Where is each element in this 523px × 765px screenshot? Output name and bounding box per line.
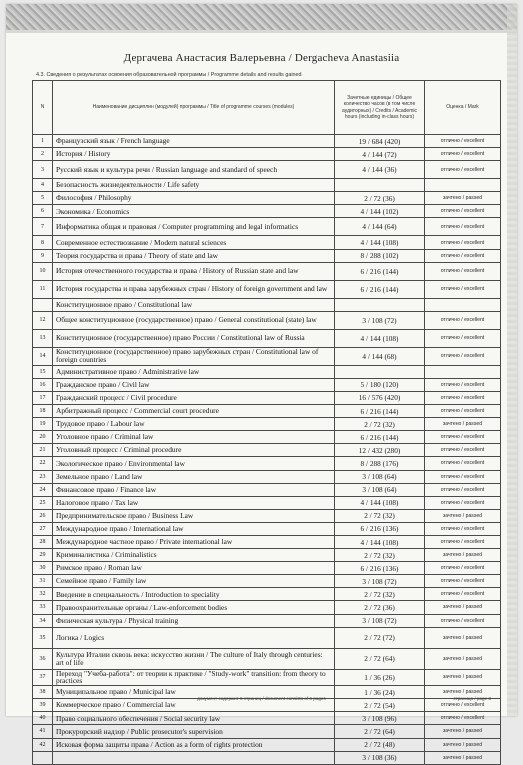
table-row (33, 601, 501, 614)
course-title: Коммерческое право / Commercial law (53, 699, 335, 712)
course-title: Семейное право / Family law (53, 575, 335, 588)
row-number: 17 (33, 391, 53, 404)
course-title: Гражданский процесс / Civil procedure (53, 391, 335, 404)
row-number: 3 (33, 161, 53, 179)
course-credits: 3 / 108 (36) (335, 751, 425, 764)
column-header-num: N (33, 81, 53, 135)
section-title: 4.3. Сведения о результатах освоения образовательной программы / Programme details and results gained (36, 72, 302, 78)
course-credits: 2 / 72 (32) (335, 549, 425, 562)
table-row (33, 148, 501, 161)
table-header-row (33, 81, 501, 135)
footer-page-number: страница / page 3 (453, 696, 491, 701)
table-row (33, 262, 501, 280)
table-row (33, 205, 501, 218)
course-mark: отлично / excellent (425, 712, 501, 725)
course-credits: 2 / 72 (36) (335, 192, 425, 205)
course-title: Общее конституционное (государственное) право / General constitutional (state) law (53, 311, 335, 329)
row-number: 42 (33, 738, 53, 751)
scan-side-band (507, 4, 517, 716)
course-credits: 6 / 216 (144) (335, 431, 425, 444)
row-number: 36 (33, 648, 53, 669)
course-mark: отлично / excellent (425, 347, 501, 365)
scan-top-band (6, 4, 517, 30)
course-title: Предпринимательское право / Business Law (53, 509, 335, 522)
row-number: 41 (33, 725, 53, 738)
course-mark: отлично / excellent (425, 236, 501, 249)
course-mark: отлично / excellent (425, 218, 501, 236)
course-credits: 8 / 288 (176) (335, 457, 425, 470)
row-number: 40 (33, 712, 53, 725)
course-credits: 6 / 216 (144) (335, 280, 425, 298)
row-number: 26 (33, 509, 53, 522)
course-credits: 3 / 108 (96) (335, 712, 425, 725)
row-number: 29 (33, 549, 53, 562)
course-credits: 16 / 576 (420) (335, 391, 425, 404)
course-title: Введение в специальность / Introduction to speciality (53, 588, 335, 601)
table-row (33, 135, 501, 148)
table-row (33, 669, 501, 686)
course-credits: 2 / 72 (32) (335, 418, 425, 431)
table-row (33, 470, 501, 483)
row-number: 11 (33, 280, 53, 298)
course-title: Экономика / Economics (53, 205, 335, 218)
course-title: Экологическое право / Environmental law (53, 457, 335, 470)
course-title: Финансовое право / Finance law (53, 483, 335, 496)
course-mark: отлично / excellent (425, 457, 501, 470)
row-number: 8 (33, 236, 53, 249)
table-row (33, 311, 501, 329)
course-title: Информатика общая и правовая / Computer programming and legal informatics (53, 218, 335, 236)
course-title: Арбитражный процесс / Commercial court procedure (53, 405, 335, 418)
row-number: 10 (33, 262, 53, 280)
course-title: Переход "Учеба-работа": от теории к практике / "Study-work" transition: from theory to practices (53, 669, 335, 686)
row-number: 5 (33, 192, 53, 205)
course-mark: отлично / excellent (425, 496, 501, 509)
course-mark: отлично / excellent (425, 378, 501, 391)
row-number: 19 (33, 418, 53, 431)
course-title: Право социального обеспечения / Social security law (53, 712, 335, 725)
course-credits: 3 / 108 (64) (335, 483, 425, 496)
course-mark: отлично / excellent (425, 262, 501, 280)
course-credits: 6 / 216 (144) (335, 262, 425, 280)
course-mark: зачтено / passed (425, 418, 501, 431)
footer-note: документ содержит 6 страниц / document consists of 6 pages (197, 696, 326, 701)
table-row (33, 549, 501, 562)
row-number: 2 (33, 148, 53, 161)
course-credits: 2 / 72 (64) (335, 725, 425, 738)
table-row (33, 249, 501, 262)
course-credits: 2 / 72 (36) (335, 601, 425, 614)
course-credits: 6 / 216 (136) (335, 522, 425, 535)
course-mark: отлично / excellent (425, 161, 501, 179)
course-credits: 4 / 144 (108) (335, 236, 425, 249)
course-mark: отлично / excellent (425, 588, 501, 601)
course-title: Французский язык / French language (53, 135, 335, 148)
course-mark: отлично / excellent (425, 311, 501, 329)
course-credits: 4 / 144 (72) (335, 148, 425, 161)
course-title: Современное естествознание / Modern natural sciences (53, 236, 335, 249)
course-credits (335, 365, 425, 378)
course-credits: 4 / 144 (68) (335, 347, 425, 365)
course-mark: отлично / excellent (425, 391, 501, 404)
row-number: 32 (33, 588, 53, 601)
course-mark (425, 179, 501, 192)
course-mark (425, 298, 501, 311)
course-credits: 19 / 684 (420) (335, 135, 425, 148)
course-mark: отлично / excellent (425, 575, 501, 588)
row-number: 22 (33, 457, 53, 470)
course-title: Исковая форма защиты права / Action as a form of rights protection (53, 738, 335, 751)
table-row (33, 614, 501, 627)
row-number: 14 (33, 347, 53, 365)
row-number: 25 (33, 496, 53, 509)
table-row (33, 365, 501, 378)
row-number: 35 (33, 627, 53, 648)
course-credits: 3 / 108 (72) (335, 311, 425, 329)
table-row (33, 218, 501, 236)
table-row (33, 418, 501, 431)
column-header-mark: Оценка / Mark (425, 81, 501, 135)
row-number: 27 (33, 522, 53, 535)
course-mark: отлично / excellent (425, 562, 501, 575)
course-mark: отлично / excellent (425, 205, 501, 218)
column-header-name: Наименование дисциплин (модулей) программы / Title of programme courses (modules) (53, 81, 335, 135)
student-name: Дергачева Анастасия Валерьевна / Dergacheva Anastasiia (123, 52, 400, 64)
course-title (53, 751, 335, 764)
course-credits (335, 298, 425, 311)
table-row (33, 329, 501, 347)
course-credits: 6 / 216 (136) (335, 562, 425, 575)
table-row (33, 627, 501, 648)
course-title: История отечественного государства и права / History of Russian state and law (53, 262, 335, 280)
course-title: Криминалистика / Criminalistics (53, 549, 335, 562)
course-mark: зачтено / passed (425, 549, 501, 562)
table-row (33, 648, 501, 669)
course-credits: 6 / 216 (144) (335, 405, 425, 418)
course-credits: 2 / 72 (48) (335, 738, 425, 751)
course-credits: 8 / 288 (102) (335, 249, 425, 262)
row-number: 21 (33, 444, 53, 457)
table-row (33, 588, 501, 601)
course-title: Административное право / Administrative law (53, 365, 335, 378)
row-number (33, 298, 53, 311)
course-title: Правоохранительные органы / Law-enforcement bodies (53, 601, 335, 614)
course-mark: отлично / excellent (425, 329, 501, 347)
table-row (33, 280, 501, 298)
course-title: Физическая культура / Physical training (53, 614, 335, 627)
course-mark: отлично / excellent (425, 483, 501, 496)
course-mark: зачтено / passed (425, 738, 501, 751)
course-title: Теория государства и права / Theory of state and law (53, 249, 335, 262)
table-row (33, 751, 501, 764)
course-mark: отлично / excellent (425, 614, 501, 627)
course-title: Прокурорский надзор / Public prosecutor's supervision (53, 725, 335, 738)
course-title: Конституционное (государственное) право зарубежных стран / Constitutional law of foreign countries (53, 347, 335, 365)
course-mark: отлично / excellent (425, 148, 501, 161)
table-row (33, 431, 501, 444)
table-row (33, 725, 501, 738)
course-credits: 2 / 72 (72) (335, 627, 425, 648)
row-number: 34 (33, 614, 53, 627)
row-number: 33 (33, 601, 53, 614)
course-mark: отлично / excellent (425, 249, 501, 262)
course-credits: 2 / 72 (32) (335, 509, 425, 522)
course-mark: отлично / excellent (425, 135, 501, 148)
course-mark: зачтено / passed (425, 601, 501, 614)
course-title: Культура Италии сквозь века: искусство жизни / The culture of Italy through centuries: art of life (53, 648, 335, 669)
course-mark: отлично / excellent (425, 470, 501, 483)
row-number: 23 (33, 470, 53, 483)
course-title: Муниципальное право / Municipal law (53, 686, 335, 699)
course-mark: зачтено / passed (425, 627, 501, 648)
table-row (33, 738, 501, 751)
table-body (33, 135, 501, 765)
row-number: 9 (33, 249, 53, 262)
table-row (33, 347, 501, 365)
course-credits: 5 / 180 (120) (335, 378, 425, 391)
course-title: Безопасность жизнедеятельности / Life safety (53, 179, 335, 192)
row-number: 28 (33, 535, 53, 548)
table-row (33, 161, 501, 179)
course-mark: отлично / excellent (425, 444, 501, 457)
document-page (6, 4, 517, 763)
row-number: 4 (33, 179, 53, 192)
table-row (33, 575, 501, 588)
course-mark: зачтено / passed (425, 725, 501, 738)
row-number: 6 (33, 205, 53, 218)
table-row (33, 712, 501, 725)
course-credits: 1 / 36 (26) (335, 669, 425, 686)
course-mark (425, 365, 501, 378)
row-number: 31 (33, 575, 53, 588)
row-number: 30 (33, 562, 53, 575)
course-title: Русский язык и культура речи / Russian language and standard of speech (53, 161, 335, 179)
course-credits: 3 / 108 (64) (335, 470, 425, 483)
course-credits: 3 / 108 (72) (335, 614, 425, 627)
course-title: Налоговое право / Tax law (53, 496, 335, 509)
course-credits: 1 / 36 (24) (335, 686, 425, 699)
row-number (33, 751, 53, 764)
scan-top-band-edge (6, 30, 517, 33)
course-mark: отлично / excellent (425, 699, 501, 712)
course-credits: 2 / 72 (54) (335, 699, 425, 712)
row-number: 38 (33, 686, 53, 699)
course-title: История государства и права зарубежных стран / History of foreign government and law (53, 280, 335, 298)
course-credits: 12 / 432 (280) (335, 444, 425, 457)
table-row (33, 236, 501, 249)
row-number: 1 (33, 135, 53, 148)
table-row (33, 457, 501, 470)
course-mark: зачтено / passed (425, 751, 501, 764)
course-title: Конституционное (государственное) право России / Constitutional law of Russia (53, 329, 335, 347)
row-number: 20 (33, 431, 53, 444)
course-credits: 4 / 144 (108) (335, 496, 425, 509)
course-mark: зачтено / passed (425, 686, 501, 699)
course-mark: зачтено / passed (425, 669, 501, 686)
table-row (33, 535, 501, 548)
course-title: Международное частное право / Private international law (53, 535, 335, 548)
course-credits: 4 / 144 (36) (335, 161, 425, 179)
course-credits: 4 / 144 (108) (335, 329, 425, 347)
course-mark: отлично / excellent (425, 405, 501, 418)
course-title: Конституционное право / Constitutional law (53, 298, 335, 311)
table-row (33, 391, 501, 404)
row-number: 7 (33, 218, 53, 236)
course-title: Философия / Philosophy (53, 192, 335, 205)
table-row (33, 192, 501, 205)
row-number: 12 (33, 311, 53, 329)
table-row (33, 483, 501, 496)
table-row (33, 378, 501, 391)
course-mark: отлично / excellent (425, 431, 501, 444)
course-mark: зачтено / passed (425, 648, 501, 669)
row-number: 39 (33, 699, 53, 712)
row-number: 18 (33, 405, 53, 418)
course-mark: отлично / excellent (425, 280, 501, 298)
course-title: Уголовный процесс / Criminal procedure (53, 444, 335, 457)
course-title: Логика / Logics (53, 627, 335, 648)
course-mark: зачтено / passed (425, 192, 501, 205)
course-title: Римское право / Roman law (53, 562, 335, 575)
table-row (33, 179, 501, 192)
course-credits (335, 179, 425, 192)
course-title: Гражданское право / Civil law (53, 378, 335, 391)
course-title: Международное право / International law (53, 522, 335, 535)
table-row (33, 562, 501, 575)
course-credits: 3 / 108 (72) (335, 575, 425, 588)
table-row (33, 509, 501, 522)
course-credits: 2 / 72 (32) (335, 588, 425, 601)
table-row (33, 522, 501, 535)
table-row (33, 405, 501, 418)
table-row (33, 444, 501, 457)
course-title: Земельное право / Land law (53, 470, 335, 483)
course-title: История / History (53, 148, 335, 161)
row-number: 37 (33, 669, 53, 686)
course-title: Уголовное право / Criminal law (53, 431, 335, 444)
course-mark: зачтено / passed (425, 509, 501, 522)
column-header-credits: Зачетные единицы / Общее количество часов (в том числе аудиторных) / Credits / Academic hours (including in-class hours) (335, 81, 425, 135)
course-title: Трудовое право / Labour law (53, 418, 335, 431)
course-credits: 4 / 144 (64) (335, 218, 425, 236)
course-credits: 2 / 72 (64) (335, 648, 425, 669)
row-number: 15 (33, 365, 53, 378)
courses-table (32, 80, 501, 765)
table-row (33, 298, 501, 311)
course-credits: 4 / 144 (102) (335, 205, 425, 218)
course-mark: отлично / excellent (425, 522, 501, 535)
course-mark: отлично / excellent (425, 535, 501, 548)
row-number: 24 (33, 483, 53, 496)
table-row (33, 496, 501, 509)
row-number: 16 (33, 378, 53, 391)
row-number: 13 (33, 329, 53, 347)
course-credits: 4 / 144 (108) (335, 535, 425, 548)
